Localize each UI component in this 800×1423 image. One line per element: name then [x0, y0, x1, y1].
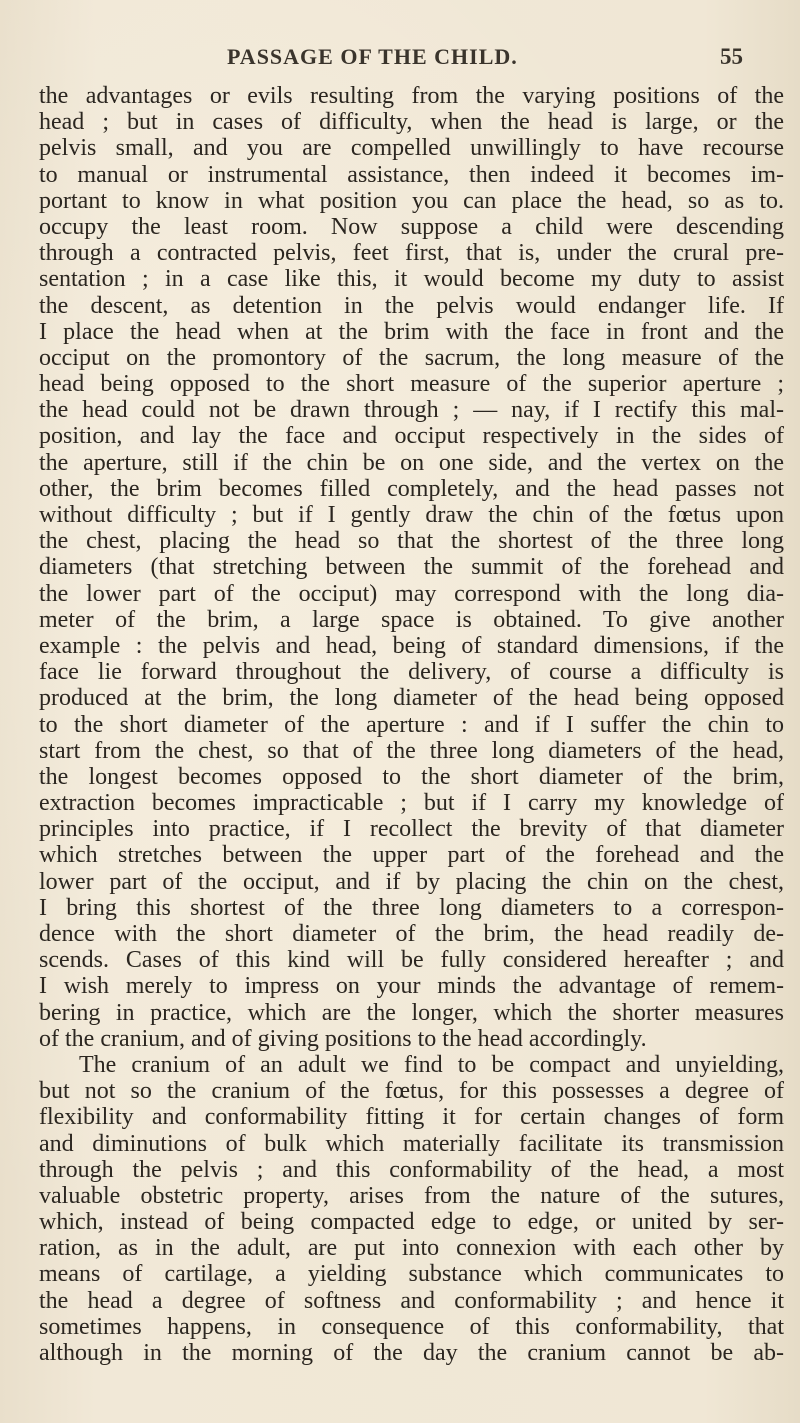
text-line: start from the chest, so that of the three long diameters of the head, — [39, 737, 784, 764]
text-line-paragraph-start: The cranium of an adult we find to be compact and unyielding, — [79, 1051, 784, 1078]
text-line: portant to know in what position you can place the head, so as to. — [39, 187, 784, 214]
text-line: to the short diameter of the aperture : and if I suffer the chin to — [39, 711, 784, 738]
text-line: ration, as in the adult, are put into connexion with each other by — [39, 1235, 784, 1262]
text-line: but not so the cranium of the fœtus, for this possesses a degree of — [39, 1078, 784, 1105]
text-line: occiput on the promontory of the sacrum, the long measure of the — [39, 344, 784, 371]
text-line: without difficulty ; but if I gently draw the chin of the fœtus upon — [39, 502, 784, 528]
text-line: face lie forward throughout the delivery, of course a difficulty is — [39, 659, 784, 686]
running-title: PASSAGE OF THE CHILD. — [227, 44, 518, 69]
text-line: produced at the brim, the long diameter of the head being opposed — [39, 685, 784, 712]
text-line: other, the brim becomes filled completely, and the head passes not — [39, 475, 784, 502]
text-line: means of cartilage, a yielding substance which communicates to — [39, 1261, 784, 1288]
page-number: 55 — [720, 44, 743, 69]
text-line: although in the morning of the day the cranium cannot be ab- — [39, 1340, 784, 1366]
text-line: the lower part of the occiput) may correspond with the long dia- — [39, 580, 784, 607]
text-line: the head could not be drawn through ; — nay, if I rectify this mal- — [39, 397, 784, 424]
text-line: I bring this shortest of the three long diameters to a correspon- — [39, 894, 784, 921]
text-line: head being opposed to the short measure of the superior aperture ; — [39, 371, 784, 398]
text-line: through the pelvis ; and this conformability of the head, a most — [39, 1156, 784, 1183]
text-line: scends. Cases of this kind will be fully considered hereafter ; and — [39, 947, 784, 974]
body-text — [39, 83, 784, 1366]
text-line: valuable obstetric property, arises from the nature of the sutures, — [39, 1182, 784, 1209]
text-line: I place the head when at the brim with the face in front and the — [39, 318, 784, 345]
text-line: flexibility and conformability fitting it for certain changes of form — [39, 1104, 784, 1131]
text-line: the descent, as detention in the pelvis would endanger life. If — [39, 292, 784, 319]
text-line: the aperture, still if the chin be on one side, and the vertex on the — [39, 449, 784, 476]
text-line: which stretches between the upper part of the forehead and the — [39, 842, 784, 869]
text-line: and diminutions of bulk which materially facilitate its transmission — [39, 1130, 784, 1157]
text-line: lower part of the occiput, and if by placing the chin on the chest, — [39, 868, 784, 895]
text-line: example : the pelvis and head, being of standard dimensions, if the — [39, 632, 784, 659]
text-line: which, instead of being compacted edge to edge, or united by ser- — [39, 1209, 784, 1236]
text-line: the chest, placing the head so that the shortest of the three long — [39, 528, 784, 555]
text-line: meter of the brim, a large space is obtained. To give another — [39, 606, 784, 633]
text-line: the head a degree of softness and conformability ; and hence it — [39, 1287, 784, 1314]
text-line: position, and lay the face and occiput respectively in the sides of — [39, 423, 784, 450]
text-line: I wish merely to impress on your minds the advantage of remem- — [39, 973, 784, 1000]
text-line: sentation ; in a case like this, it would become my duty to assist — [39, 266, 784, 293]
text-line: bering in practice, which are the longer, which the shorter measures — [39, 999, 784, 1026]
text-line: of the cranium, and of giving positions to the head accordingly. — [39, 1025, 647, 1052]
running-head — [0, 44, 800, 74]
text-line: extraction becomes impracticable ; but if I carry my knowledge of — [39, 790, 784, 817]
text-line: the longest becomes opposed to the short diameter of the brim, — [39, 763, 784, 790]
text-line: head ; but in cases of difficulty, when the head is large, or the — [39, 109, 784, 136]
text-line: dence with the short diameter of the brim, the head readily de- — [39, 921, 784, 947]
text-line: through a contracted pelvis, feet first, that is, under the crural pre- — [39, 240, 784, 267]
text-line: diameters (that stretching between the summit of the forehead and — [39, 554, 784, 581]
text-line: sometimes happens, in consequence of this conformability, that — [39, 1313, 784, 1340]
text-line: occupy the least room. Now suppose a child were descending — [39, 213, 784, 240]
text-line: pelvis small, and you are compelled unwillingly to have recourse — [39, 135, 784, 162]
text-line: principles into practice, if I recollect the brevity of that diameter — [39, 816, 784, 843]
text-line: to manual or instrumental assistance, then indeed it becomes im- — [39, 161, 784, 188]
text-line: the advantages or evils resulting from the varying positions of the — [39, 83, 784, 109]
